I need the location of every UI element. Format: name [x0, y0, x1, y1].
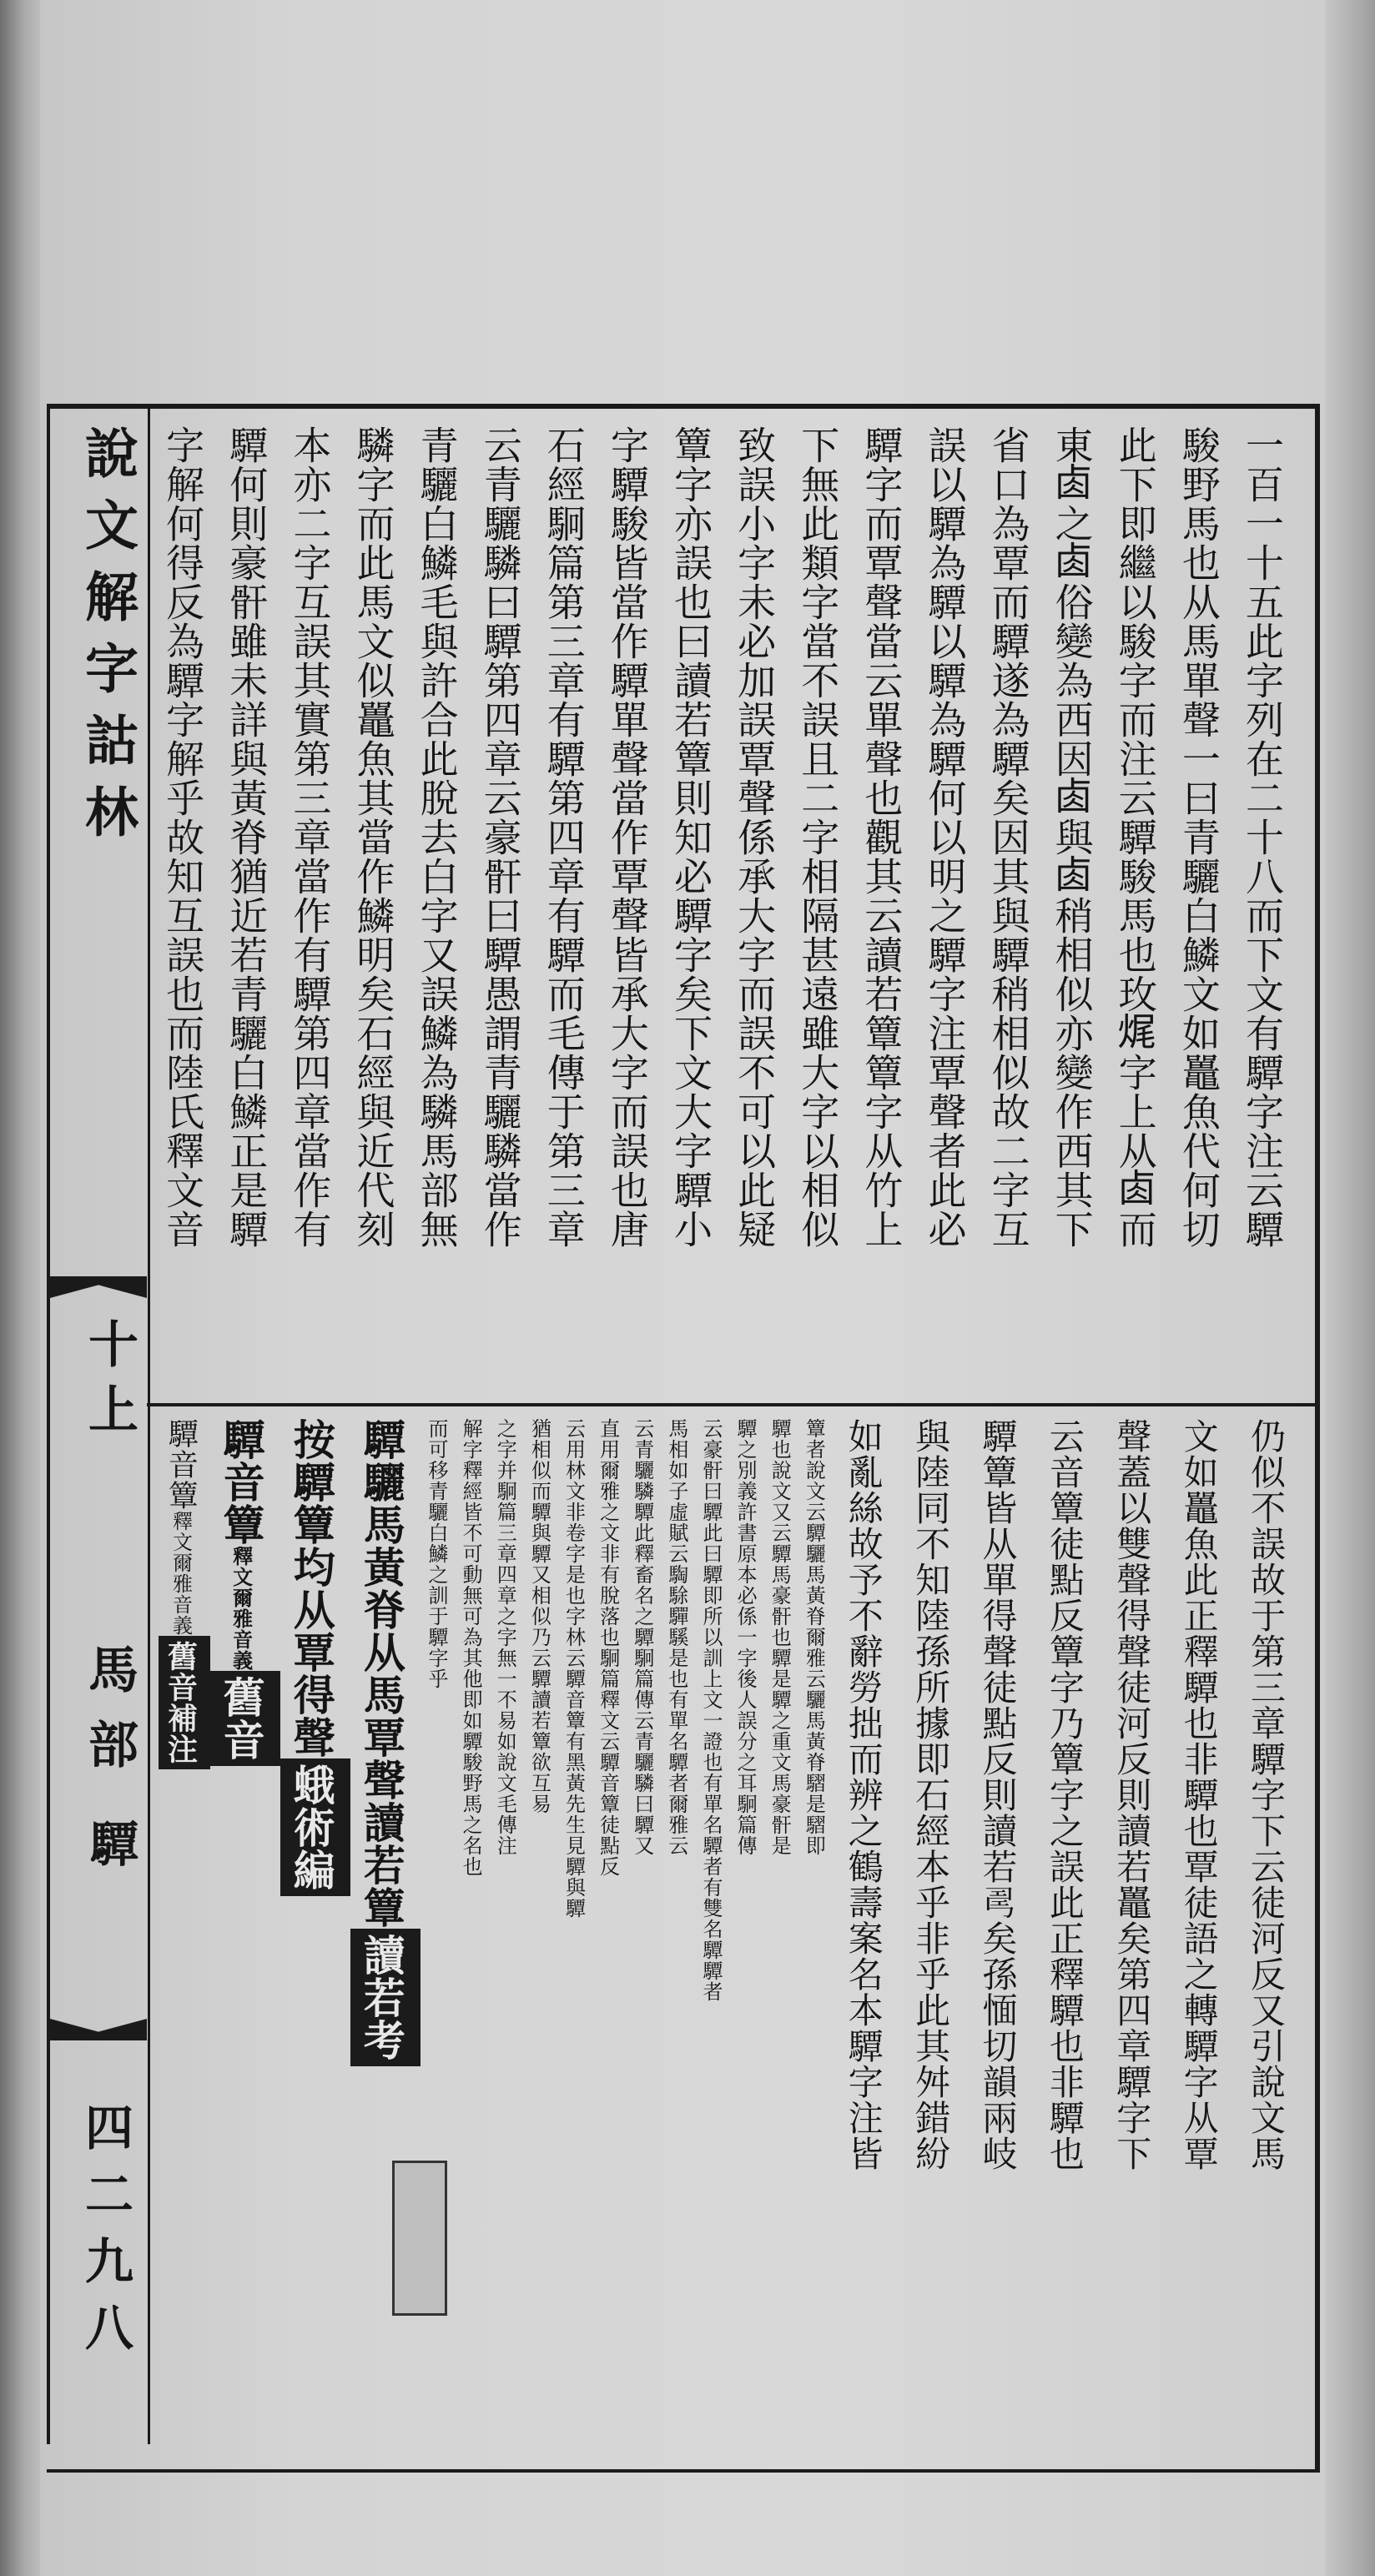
text-column: 青驪白鱗毛與許合此脫去白字又誤鱗為驎馬部無 — [414, 425, 460, 1249]
column-text: 驔也說文又云驔馬豪骭也驔是驔之重文馬豪骭是 — [768, 1418, 792, 1856]
column-text: 與陸同不知陸孫所據即石經本乎非乎此其舛錯紛 — [910, 1418, 952, 2171]
text-column — [1034, 1418, 1101, 2453]
text-column — [210, 1418, 280, 2453]
text-column — [899, 1418, 966, 2453]
header-rule — [148, 409, 150, 2444]
text-column — [729, 1418, 763, 2453]
header-column — [47, 409, 150, 2444]
lower-text-block — [159, 1418, 1302, 2453]
page-number: 四二九八 — [77, 2102, 133, 2369]
source-tag: 讀若考 — [350, 1929, 421, 2066]
text-column — [280, 1418, 350, 2453]
fishtail-mark-bottom — [50, 2019, 147, 2040]
text-column — [763, 1418, 798, 2453]
head-character: 驔 — [82, 1819, 139, 1874]
column-text: 驔驪馬黃脊从馬覃聲讀若簟 — [356, 1418, 406, 1929]
column-text: 文如鼉魚此正釋驔也非驔也覃徒語之轉驔字从覃 — [1178, 1418, 1220, 2171]
column-text: 之字并駉篇三章四章之字無一不易如說文毛傳注 — [493, 1418, 517, 1856]
text-column: 簟字亦誤也曰讀若簟則知必驔字矣下文大字驔小 — [668, 425, 714, 1249]
text-column: 致誤小字未必加誤覃聲係承大字而誤不可以此疑 — [732, 425, 778, 1249]
text-column: 一百一十五此字列在二十八而下文有驔字注云驔 — [1240, 425, 1285, 1249]
text-column — [695, 1418, 729, 2453]
column-text: 驔音簟 — [216, 1418, 266, 1546]
text-column — [455, 1418, 489, 2453]
text-column — [1101, 1418, 1167, 2453]
text-column — [798, 1418, 832, 2453]
binding-gutter — [0, 0, 40, 2576]
column-text: 云豪骭曰驔此曰驔即所以訓上文一證也有單名驔者有雙名驔驔者 — [699, 1418, 723, 2002]
text-column: 省口為覃而驔遂為驔矣因其與驔稍相似故二字互 — [985, 425, 1031, 1249]
column-text: 仍似不誤故于第三章驔字下云徒河反又引說文馬 — [1246, 1418, 1287, 2171]
text-column: 驔何則豪骭雖未詳與黃脊猶近若青驪白鱗正是驔 — [224, 425, 269, 1249]
text-column: 駿野馬也从馬單聲一曰青驪白鱗文如鼉魚代何切 — [1176, 425, 1221, 1249]
text-column: 誤以驔為驔以驔為驔何以明之驔字注覃聲者此必 — [922, 425, 968, 1249]
text-column — [523, 1418, 557, 2453]
upper-text-block — [159, 425, 1302, 1393]
column-text: 云青驪驎驔此釋畜名之驔駉篇傳云青驪驎曰驔又 — [630, 1418, 654, 1856]
text-column: 東𠧪之𠧪俗變為西因𠧪與𠧪稍相似亦變作西其下 — [1049, 425, 1095, 1249]
column-text: 云用林文非卷字是也字林云驔音簟有黑黃先生見驔與驔 — [562, 1418, 586, 1919]
column-text: 如亂絲故予不辭勞拙而辨之鶴壽案名本驔字注皆 — [843, 1418, 884, 2171]
column-text: 聲蓋以雙聲得聲徒河反則讀若鼉矣第四章驔字下 — [1111, 1418, 1153, 2171]
source-tag: 舊音 — [210, 1671, 280, 1766]
column-text: 按驔簟均从覃得聲 — [286, 1418, 336, 1758]
text-column — [1235, 1418, 1302, 2453]
text-column — [159, 1418, 210, 2453]
seal-stamp — [392, 2161, 447, 2316]
text-column: 下無此類字當不誤且二字相隔甚遠雖大字以相似 — [795, 425, 841, 1249]
text-column — [592, 1418, 627, 2453]
text-column: 此下即繼以駿字而注云驔駿馬也玫𤈦字上从𠧪而 — [1112, 425, 1158, 1249]
book-title: 說文解字詁林 — [76, 425, 139, 856]
column-text: 解字釋經皆不可動無可為其他即如驔駿野馬之名也 — [459, 1418, 483, 1877]
volume-label: 十上 — [80, 1318, 139, 1448]
page-edge — [1325, 0, 1375, 2576]
text-column: 云青驪驎曰驔第四章云豪骭曰驔愚謂青驪驎當作 — [477, 425, 523, 1249]
column-text: 馬相如子虛賦云騊駼驒騱是也有單名驔者爾雅云 — [664, 1418, 688, 1856]
text-column: 驔字而覃聲當云單聲也觀其云讀若簟簟字从竹上 — [859, 425, 904, 1249]
column-text: 猶相似而驔與驔又相似乃云驔讀若簟欲互易 — [527, 1418, 552, 1814]
text-column: 本亦二字互誤其實第三章當作有驔第四章當作有 — [287, 425, 333, 1249]
text-column: 字解何得反為驔字解乎故知互誤也而陸氏釋文音 — [160, 425, 206, 1249]
column-text: 直用爾雅之文非有脫落也駉篇釋文云驔音簟徒點反 — [596, 1418, 620, 1877]
section-divider — [147, 1403, 1315, 1406]
text-column: 驎字而此馬文似鼉魚其當作鱗明矣石經與近代刻 — [350, 425, 396, 1249]
column-text: 云音簟徒點反簟字乃簟字之誤此正釋驔也非驔也 — [1044, 1418, 1085, 2171]
text-column — [832, 1418, 899, 2453]
text-column — [627, 1418, 661, 2453]
column-text: 驔簟皆从單得聲徒點反則讀若𢏚矣孫愐切韻兩岐 — [977, 1418, 1019, 2171]
column-text: 驔音簟 — [164, 1418, 199, 1511]
column-text: 而可移青驪白鱗之訓于驔字乎 — [425, 1418, 448, 1689]
section-label: 馬部 — [80, 1643, 139, 1794]
text-column — [557, 1418, 592, 2453]
text-column — [661, 1418, 695, 2453]
text-column — [1167, 1418, 1234, 2453]
column-text: 驔之別義許書原本必係一字後人誤分之耳駉篇傳 — [733, 1418, 758, 1856]
source-note: 釋文爾雅音義 — [169, 1511, 193, 1636]
text-column — [489, 1418, 523, 2453]
source-note: 釋文爾雅音義 — [229, 1546, 254, 1671]
fishtail-mark-top — [50, 1276, 147, 1298]
text-column — [966, 1418, 1033, 2453]
source-tag: 舊音補注 — [159, 1636, 210, 1769]
text-column: 石經駉篇第三章有驔第四章有驔而毛傳于第三章 — [541, 425, 587, 1249]
source-tag: 蛾術編 — [280, 1758, 350, 1896]
text-column: 字驔駿皆當作驔單聲當作覃聲皆承大字而誤也唐 — [604, 425, 650, 1249]
column-text: 簟者說文云驔驪馬黃脊爾雅云驪馬黃脊騽是騽即 — [802, 1418, 826, 1856]
